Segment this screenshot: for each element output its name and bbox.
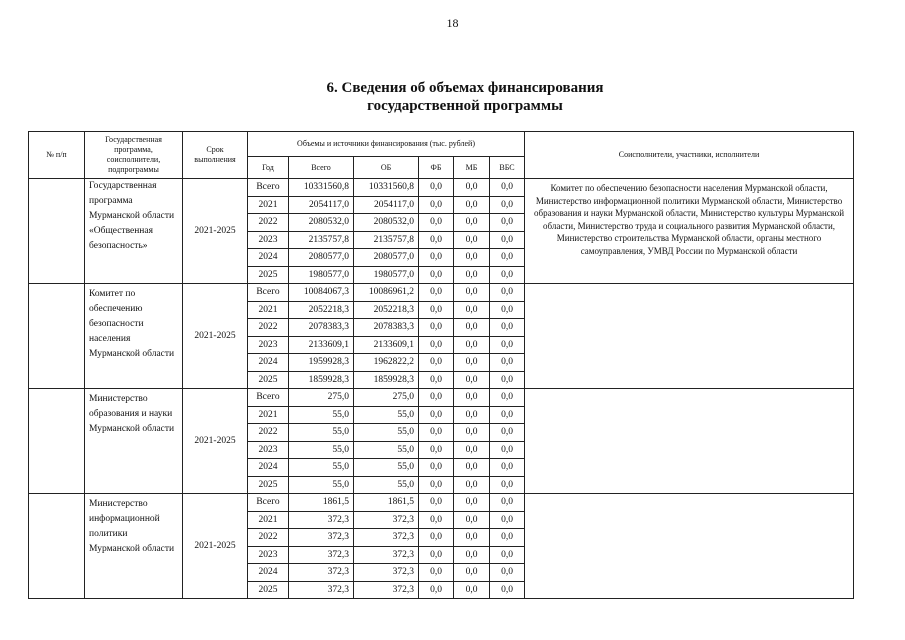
table-row [29,284,854,302]
page-number: 18 [446,16,459,30]
fb-cell: 0,0 [419,214,454,232]
program-name-cell: Комитет по обеспечению безопасности населения Мурманской области [85,284,183,389]
ob-cell: 2080577,0 [354,249,419,267]
mb-cell: 0,0 [454,441,490,459]
program-name-cell: Министерство образования и науки Мурманской области [85,389,183,494]
mb-cell: 0,0 [454,406,490,424]
vbs-cell: 0,0 [490,319,525,337]
ob-cell: 55,0 [354,476,419,494]
mb-cell: 0,0 [454,511,490,529]
vbs-cell: 0,0 [490,459,525,477]
total-cell: 10331560,8 [289,179,354,197]
participants-cell: Комитет по обеспечению безопасности населения Мурманской области, Министерство информационной политики Мурманской области, Министерство образования и науки Мурманской области, Министерство культуры Мурманской области, Министерство труда и социального развития Мурманской области, Министерство строительства Мурманской области, органы местного самоуправления, УМВД России по Мурманской области [525,179,854,284]
vbs-cell: 0,0 [490,389,525,407]
ob-cell: 1859928,3 [354,371,419,389]
fb-cell: 0,0 [419,179,454,197]
participants-cell [525,284,854,389]
table-header [29,132,854,179]
total-cell: 2080577,0 [289,249,354,267]
fb-cell: 0,0 [419,284,454,302]
vbs-cell: 0,0 [490,354,525,372]
header-fb: ФБ [419,157,454,179]
mb-cell: 0,0 [454,249,490,267]
ob-cell: 1980577,0 [354,266,419,284]
fb-cell: 0,0 [419,319,454,337]
fb-cell: 0,0 [419,196,454,214]
period-cell: 2021-2025 [183,389,248,494]
fb-cell: 0,0 [419,511,454,529]
ob-cell: 1861,5 [354,494,419,512]
year-cell: 2023 [248,231,289,249]
year-cell: 2021 [248,406,289,424]
row-number-cell [29,284,85,389]
mb-cell: 0,0 [454,529,490,547]
period-cell: 2021-2025 [183,494,248,599]
year-cell: 2024 [248,564,289,582]
year-cell: 2023 [248,336,289,354]
year-cell: 2025 [248,476,289,494]
mb-cell: 0,0 [454,564,490,582]
mb-cell: 0,0 [454,354,490,372]
vbs-cell: 0,0 [490,511,525,529]
mb-cell: 0,0 [454,336,490,354]
ob-cell: 372,3 [354,529,419,547]
ob-cell: 372,3 [354,511,419,529]
vbs-cell: 0,0 [490,301,525,319]
ob-cell: 372,3 [354,546,419,564]
row-number-cell [29,494,85,599]
year-cell: Всего [248,284,289,302]
fb-cell: 0,0 [419,301,454,319]
total-cell: 372,3 [289,546,354,564]
fb-cell: 0,0 [419,494,454,512]
vbs-cell: 0,0 [490,476,525,494]
total-cell: 372,3 [289,511,354,529]
fb-cell: 0,0 [419,231,454,249]
total-cell: 2054117,0 [289,196,354,214]
vbs-cell: 0,0 [490,249,525,267]
header-year: Год [248,157,289,179]
fb-cell: 0,0 [419,476,454,494]
table-body [29,179,854,599]
ob-cell: 2054117,0 [354,196,419,214]
vbs-cell: 0,0 [490,441,525,459]
year-cell: Всего [248,179,289,197]
period-cell: 2021-2025 [183,179,248,284]
mb-cell: 0,0 [454,546,490,564]
mb-cell: 0,0 [454,284,490,302]
program-name-cell: Государственная программа Мурманской области «Общественная безопасность» [85,179,183,284]
participants-cell [525,389,854,494]
mb-cell: 0,0 [454,371,490,389]
year-cell: 2024 [248,249,289,267]
header-volumes: Объемы и источники финансирования (тыс. рублей) [248,132,525,157]
vbs-cell: 0,0 [490,406,525,424]
mb-cell: 0,0 [454,581,490,599]
header-num: № п/п [29,132,85,179]
header-ob: ОБ [354,157,419,179]
total-cell: 2133609,1 [289,336,354,354]
total-cell: 1859928,3 [289,371,354,389]
ob-cell: 2135757,8 [354,231,419,249]
fb-cell: 0,0 [419,546,454,564]
ob-cell: 55,0 [354,406,419,424]
vbs-cell: 0,0 [490,336,525,354]
vbs-cell: 0,0 [490,284,525,302]
mb-cell: 0,0 [454,231,490,249]
mb-cell: 0,0 [454,179,490,197]
total-cell: 2078383,3 [289,319,354,337]
participants-cell [525,494,854,599]
fb-cell: 0,0 [419,581,454,599]
vbs-cell: 0,0 [490,494,525,512]
fb-cell: 0,0 [419,564,454,582]
vbs-cell: 0,0 [490,546,525,564]
mb-cell: 0,0 [454,494,490,512]
vbs-cell: 0,0 [490,214,525,232]
mb-cell: 0,0 [454,459,490,477]
year-cell: 2025 [248,371,289,389]
mb-cell: 0,0 [454,301,490,319]
row-number-cell [29,179,85,284]
fb-cell: 0,0 [419,406,454,424]
ob-cell: 1962822,2 [354,354,419,372]
vbs-cell: 0,0 [490,529,525,547]
ob-cell: 2133609,1 [354,336,419,354]
ob-cell: 10331560,8 [354,179,419,197]
year-cell: 2023 [248,546,289,564]
year-cell: 2022 [248,424,289,442]
total-cell: 1980577,0 [289,266,354,284]
ob-cell: 55,0 [354,441,419,459]
vbs-cell: 0,0 [490,179,525,197]
vbs-cell: 0,0 [490,266,525,284]
table-row [29,389,854,407]
fb-cell: 0,0 [419,371,454,389]
header-period: Срок выполнения [183,132,248,179]
fb-cell: 0,0 [419,459,454,477]
total-cell: 1861,5 [289,494,354,512]
total-cell: 372,3 [289,581,354,599]
year-cell: Всего [248,389,289,407]
total-cell: 1959928,3 [289,354,354,372]
ob-cell: 372,3 [354,564,419,582]
mb-cell: 0,0 [454,214,490,232]
year-cell: Всего [248,494,289,512]
heading-line-1: 6. Сведения об объемах финансирования [326,80,604,96]
fb-cell: 0,0 [419,266,454,284]
ob-cell: 55,0 [354,459,419,477]
total-cell: 55,0 [289,424,354,442]
fb-cell: 0,0 [419,529,454,547]
year-cell: 2022 [248,319,289,337]
mb-cell: 0,0 [454,196,490,214]
total-cell: 55,0 [289,476,354,494]
mb-cell: 0,0 [454,476,490,494]
fb-cell: 0,0 [419,424,454,442]
mb-cell: 0,0 [454,319,490,337]
total-cell: 55,0 [289,459,354,477]
ob-cell: 2080532,0 [354,214,419,232]
vbs-cell: 0,0 [490,371,525,389]
mb-cell: 0,0 [454,266,490,284]
year-cell: 2025 [248,266,289,284]
total-cell: 55,0 [289,441,354,459]
mb-cell: 0,0 [454,424,490,442]
header-mb: МБ [454,157,490,179]
fb-cell: 0,0 [419,354,454,372]
financing-table [28,131,854,599]
year-cell: 2021 [248,196,289,214]
total-cell: 372,3 [289,564,354,582]
total-cell: 2052218,3 [289,301,354,319]
total-cell: 55,0 [289,406,354,424]
fb-cell: 0,0 [419,389,454,407]
vbs-cell: 0,0 [490,424,525,442]
year-cell: 2023 [248,441,289,459]
total-cell: 2080532,0 [289,214,354,232]
year-cell: 2022 [248,214,289,232]
section-heading [0,79,905,115]
year-cell: 2025 [248,581,289,599]
vbs-cell: 0,0 [490,581,525,599]
year-cell: 2022 [248,529,289,547]
ob-cell: 55,0 [354,424,419,442]
year-cell: 2024 [248,354,289,372]
total-cell: 275,0 [289,389,354,407]
ob-cell: 275,0 [354,389,419,407]
total-cell: 372,3 [289,529,354,547]
total-cell: 2135757,8 [289,231,354,249]
year-cell: 2021 [248,301,289,319]
row-number-cell [29,389,85,494]
table-row [29,494,854,512]
fb-cell: 0,0 [419,336,454,354]
ob-cell: 2078383,3 [354,319,419,337]
header-total: Всего [289,157,354,179]
mb-cell: 0,0 [454,389,490,407]
ob-cell: 10086961,2 [354,284,419,302]
vbs-cell: 0,0 [490,196,525,214]
header-vbs: ВБС [490,157,525,179]
vbs-cell: 0,0 [490,564,525,582]
header-participants: Соисполнители, участники, исполнители [525,132,854,179]
fb-cell: 0,0 [419,249,454,267]
vbs-cell: 0,0 [490,231,525,249]
program-name-cell: Министерство информационной политики Мурманской области [85,494,183,599]
year-cell: 2021 [248,511,289,529]
table-row [29,179,854,197]
year-cell: 2024 [248,459,289,477]
heading-line-2: государственной программы [367,98,563,114]
ob-cell: 372,3 [354,581,419,599]
period-cell: 2021-2025 [183,284,248,389]
fb-cell: 0,0 [419,441,454,459]
ob-cell: 2052218,3 [354,301,419,319]
total-cell: 10084067,3 [289,284,354,302]
header-name: Государственная программа, соисполнители, подпрограммы [85,132,183,179]
